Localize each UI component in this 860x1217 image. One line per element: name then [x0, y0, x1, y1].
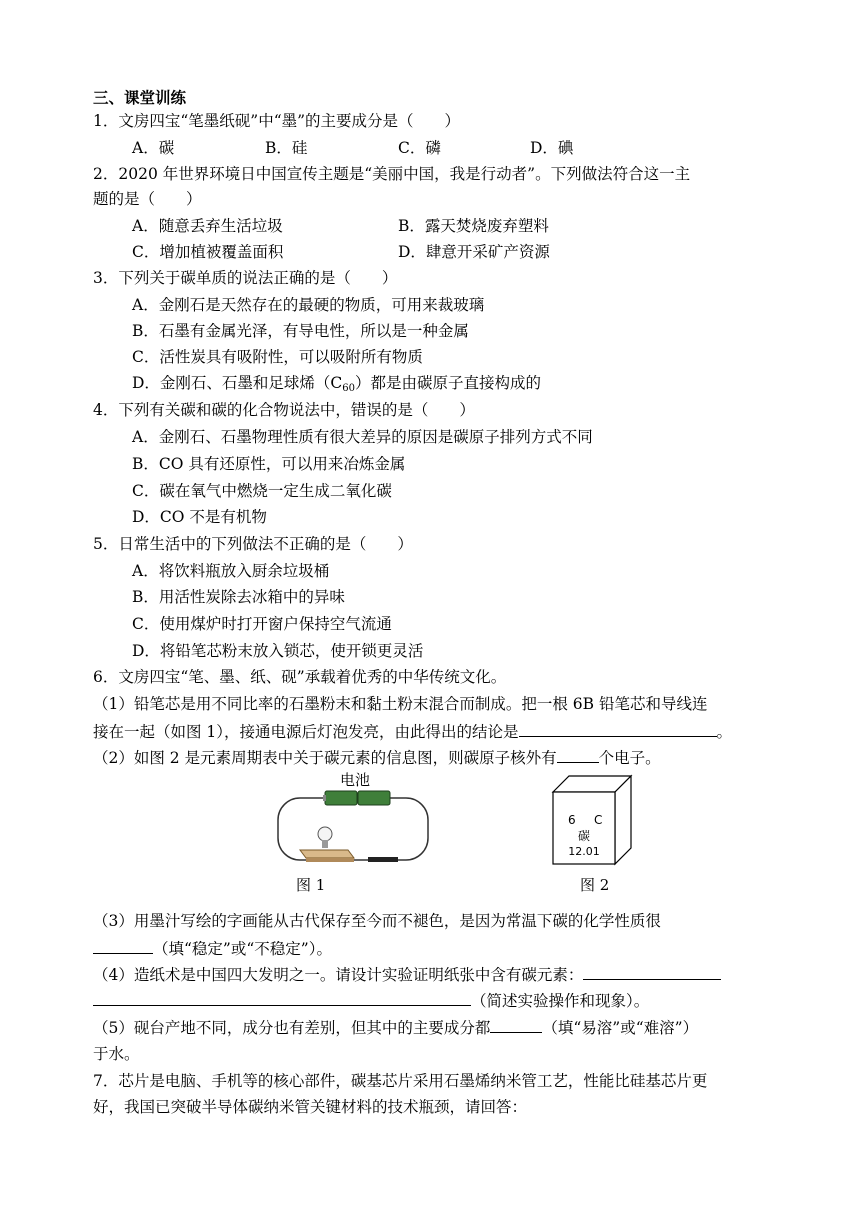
q6-part2-end: 个电子。: [598, 749, 661, 767]
q2-option-d: D．肆意开采矿产资源: [398, 243, 550, 261]
q3-option-c: C．活性炭具有吸附性，可以吸附所有物质: [132, 348, 423, 366]
q3-stem: 3．下列关于碳单质的说法正确的是（ ）: [93, 269, 398, 287]
q6-part5-answer-blank[interactable]: [490, 1017, 542, 1033]
q6-part1-line1: （1）铅笔芯是用不同比率的石墨粉末和黏土粉末混合而制成。把一根 6B 铅笔芯和导线连: [93, 695, 708, 713]
figure-2-caption: 图 2: [580, 876, 610, 894]
q4-option-b: B．CO 具有还原性，可以用来冶炼金属: [132, 455, 406, 473]
card-side-face: [615, 776, 631, 864]
q5-option-b: B．用活性炭除去冰箱中的异味: [132, 588, 345, 606]
q6-part4-answer-blank-1[interactable]: [583, 964, 721, 980]
q4-option-c: C．碳在氧气中燃烧一定生成二氧化碳: [132, 482, 392, 500]
q2-stem-line2: 题的是（ ）: [93, 190, 202, 208]
q3-option-d-pre: D．金刚石、石墨和足球烯（C: [132, 374, 343, 392]
light-bulb-icon: [318, 827, 332, 841]
q5-option-a: A．将饮料瓶放入厨余垃圾桶: [132, 562, 330, 580]
q6-part4-answer-blank-2[interactable]: [93, 990, 471, 1006]
figure-1-caption: 图 1: [296, 876, 326, 894]
q1-option-b: B．硅: [265, 139, 308, 157]
q6-part5-line1: [93, 1017, 698, 1038]
lamp-board-edge: [306, 858, 354, 862]
q4-option-a: A．金刚石、石墨物理性质有很大差异的原因是碳原子排列方式不同: [132, 428, 593, 446]
section-title: 三、课堂训练: [93, 88, 187, 107]
q1-stem: 1．文房四宝“笔墨纸砚”中“墨”的主要成分是（ ）: [93, 112, 461, 130]
pencil-lead: [368, 857, 398, 862]
atomic-number: 6: [568, 813, 576, 827]
battery-cell-right: [358, 791, 390, 805]
q2-option-a: A．随意丢弃生活垃圾: [132, 217, 283, 235]
q5-stem: 5．日常生活中的下列做法不正确的是（ ）: [93, 535, 413, 553]
q6-part3-line1: （3）用墨汁写绘的字画能从古代保存至今而不褪色，是因为常温下碳的化学性质很: [93, 912, 661, 930]
q2-option-c: C．增加植被覆盖面积: [132, 243, 284, 261]
q6-part1-answer-blank[interactable]: [519, 721, 717, 737]
q6-part1-end: 。: [716, 723, 733, 741]
q3-option-d: [132, 373, 541, 399]
q6-part3-end: （填“稳定”或“不稳定”）。: [153, 940, 332, 958]
q6-part5-end: （填“易溶”或“难溶”）: [542, 1019, 699, 1037]
q2-option-b: B．露天焚烧废弃塑料: [398, 217, 549, 235]
q6-part4-line2: [93, 990, 649, 1011]
q4-option-d: D．CO 不是有机物: [132, 508, 267, 526]
element-name: 碳: [577, 829, 591, 843]
figure-1-circuit: [270, 770, 440, 870]
q3-option-a: A．金刚石是天然存在的最硬的物质，可用来裁玻璃: [132, 296, 485, 314]
q3-option-d-subscript: 60: [342, 383, 356, 394]
q6-part3-line2: [93, 938, 332, 959]
battery-terminal: [323, 795, 326, 801]
q5-option-c: C．使用煤炉时打开窗户保持空气流通: [132, 615, 392, 633]
q6-part3-answer-blank[interactable]: [93, 938, 153, 954]
battery-label: 电池: [339, 771, 371, 789]
q7-line1: 7．芯片是电脑、手机等的核心部件，碳基芯片采用石墨烯纳米管工艺，性能比硅基芯片更: [93, 1072, 708, 1090]
atomic-mass: 12.01: [568, 845, 600, 858]
q6-part2: [93, 747, 661, 768]
battery-cell-left: [325, 791, 357, 805]
q4-stem: 4．下列有关碳和碳的化合物说法中，错误的是（ ）: [93, 401, 475, 419]
bulb-socket: [322, 840, 328, 848]
q6-part1-line2: [93, 721, 732, 742]
q1-option-d: D．碘: [530, 139, 574, 157]
lamp-board: [300, 850, 354, 858]
q5-option-d: D．将铅笔芯粉末放入锁芯，使开锁更灵活: [132, 642, 424, 660]
q6-part5-line2: 于水。: [93, 1045, 140, 1063]
figure-2-element-card: [548, 774, 638, 866]
q2-stem-line1: 2．2020 年世界环境日中国宣传主题是“美丽中国，我是行动者”。下列做法符合这一主: [93, 165, 691, 183]
q3-option-b: B．石墨有金属光泽，有导电性，所以是一种金属: [132, 322, 469, 340]
element-symbol: C: [594, 813, 603, 827]
q1-option-a: A．碳: [132, 139, 175, 157]
q6-part5-text: （5）砚台产地不同，成分也有差别，但其中的主要成分都: [93, 1019, 491, 1037]
q6-part4-line1: [93, 964, 721, 985]
q6-part4-end: （简述实验操作和现象）。: [471, 992, 650, 1010]
q1-option-c: C．磷: [398, 139, 441, 157]
q6-stem: 6．文房四宝“笔、墨、纸、砚”承载着优秀的中华传统文化。: [93, 668, 507, 686]
q6-part1-text: 接在一起（如图 1），接通电源后灯泡发亮，由此得出的结论是: [93, 723, 519, 741]
q3-option-d-post: ）都是由碳原子直接构成的: [355, 374, 542, 392]
q7-line2: 好，我国已突破半导体碳纳米管关键材料的技术瓶颈，请回答：: [93, 1098, 528, 1116]
q6-part4-text: （4）造纸术是中国四大发明之一。请设计实验证明纸张中含有碳元素：: [93, 966, 584, 984]
q6-part2-text: （2）如图 2 是元素周期表中关于碳元素的信息图，则碳原子核外有: [93, 749, 557, 767]
q6-part2-answer-blank[interactable]: [557, 747, 599, 763]
